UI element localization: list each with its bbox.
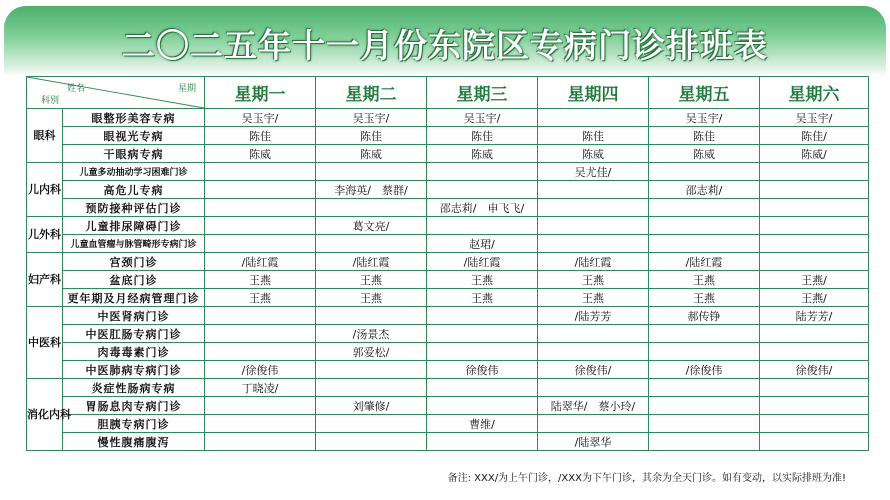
doctor-cell [760,433,869,451]
doctor-cell: 王燕 [205,271,316,289]
clinic-name-cell: 盆底门诊 [63,271,205,289]
day-header: 星期一 [205,77,316,109]
doctor-cell [649,397,760,415]
clinic-name-cell: 炎症性肠病专病 [63,379,205,397]
doctor-cell: 邵志莉/ 申飞飞/ [427,199,538,217]
doctor-cell: 王燕/ [760,271,869,289]
day-header: 星期二 [316,77,427,109]
doctor-cell [538,181,649,199]
doctor-cell [538,217,649,235]
clinic-name-cell: 中医肺病专病门诊 [63,361,205,379]
corner-cell [27,77,205,109]
doctor-cell [760,181,869,199]
doctor-cell [316,235,427,253]
doctor-cell [427,217,538,235]
clinic-name-cell: 中医肾病门诊 [63,307,205,325]
table-row [27,235,869,253]
doctor-cell [205,433,316,451]
clinic-name-cell: 胃肠息肉专病门诊 [63,397,205,415]
clinic-name-cell: 肉毒毒素门诊 [63,343,205,361]
doctor-cell [316,199,427,217]
schedule-body [27,109,869,451]
doctor-cell [316,361,427,379]
doctor-cell: 王燕 [205,289,316,307]
doctor-cell [760,343,869,361]
doctor-cell: /汤景杰 [316,325,427,343]
doctor-cell: 邵志莉/ [649,181,760,199]
doctor-cell [427,325,538,343]
table-row [27,289,869,307]
doctor-cell [316,163,427,181]
day-header: 星期四 [538,77,649,109]
doctor-cell: 陈威 [427,145,538,163]
doctor-cell [538,109,649,127]
doctor-cell [205,415,316,433]
doctor-cell [538,343,649,361]
doctor-cell: 陈威 [649,145,760,163]
table-row [27,361,869,379]
table-row [27,343,869,361]
table-row [27,145,869,163]
clinic-name-cell: 儿童血管瘤与脉管畸形专病门诊 [63,235,205,253]
doctor-cell: 王燕 [427,289,538,307]
doctor-cell [649,325,760,343]
doctor-cell: 吴玉宇/ [205,109,316,127]
doctor-cell: /徐俊伟 [649,361,760,379]
schedule-board [4,6,886,494]
doctor-cell [538,199,649,217]
schedule-table [26,76,869,451]
doctor-cell: 吴玉宇/ [760,109,869,127]
doctor-cell: /徐俊伟 [205,361,316,379]
doctor-cell [205,181,316,199]
doctor-cell: 王燕 [316,271,427,289]
doctor-cell: 陆芳芳/ [760,307,869,325]
doctor-cell [538,325,649,343]
doctor-cell: /陆翠华 [538,433,649,451]
doctor-cell: 刘肇修/ [316,397,427,415]
doctor-cell [205,235,316,253]
doctor-cell: /陆芳芳 [538,307,649,325]
table-row [27,127,869,145]
doctor-cell: 吴尤佳/ [538,163,649,181]
doctor-cell [760,235,869,253]
department-cell: 儿外科 [27,217,63,253]
department-cell: 妇产科 [27,253,63,307]
doctor-cell: 陈佳 [205,127,316,145]
day-header: 星期三 [427,77,538,109]
clinic-name-cell: 眼视光专病 [63,127,205,145]
doctor-cell [538,379,649,397]
table-row [27,415,869,433]
table-row [27,397,869,415]
corner-week-label: 星期 [177,84,196,94]
doctor-cell [649,217,760,235]
doctor-cell [205,199,316,217]
doctor-cell [427,181,538,199]
department-cell: 中医科 [27,307,63,379]
doctor-cell [205,343,316,361]
doctor-cell: 王燕 [538,289,649,307]
doctor-cell [760,217,869,235]
corner-dept-label: 科别 [41,96,60,106]
doctor-cell [649,379,760,397]
doctor-cell [427,307,538,325]
doctor-cell [760,379,869,397]
doctor-cell: /陆红霞 [538,253,649,271]
doctor-cell: 李海英/ 蔡群/ [316,181,427,199]
doctor-cell: 陈佳 [538,127,649,145]
corner-name-label: 姓名 [67,84,86,94]
doctor-cell: 吴玉宇/ [316,109,427,127]
doctor-cell [316,433,427,451]
clinic-name-cell: 宫颈门诊 [63,253,205,271]
clinic-name-cell: 慢性腹痛腹泻 [63,433,205,451]
clinic-name-cell: 干眼病专病 [63,145,205,163]
doctor-cell: 王燕 [427,271,538,289]
doctor-cell: 王燕 [538,271,649,289]
doctor-cell [205,217,316,235]
day-header: 星期五 [649,77,760,109]
doctor-cell [538,235,649,253]
doctor-cell: 郭爱松/ [316,343,427,361]
doctor-cell: 吴玉宇/ [649,109,760,127]
doctor-cell [760,415,869,433]
department-cell: 眼科 [27,109,63,163]
doctor-cell: 陈佳 [427,127,538,145]
doctor-cell [427,397,538,415]
page-title: 二〇二五年十一月份东院区专病门诊排班表 [122,26,768,65]
table-row [27,271,869,289]
table-row [27,379,869,397]
doctor-cell: /陆红霞 [205,253,316,271]
table-row [27,253,869,271]
doctor-cell [538,415,649,433]
table-row [27,325,869,343]
doctor-cell [649,235,760,253]
doctor-cell: 陆翠华/ 蔡小玲/ [538,397,649,415]
doctor-cell: 陈佳 [649,127,760,145]
table-row [27,199,869,217]
doctor-cell [427,433,538,451]
doctor-cell [649,433,760,451]
doctor-cell [760,199,869,217]
doctor-cell [760,325,869,343]
doctor-cell [760,397,869,415]
doctor-cell [316,379,427,397]
doctor-cell [205,325,316,343]
doctor-cell: 王燕 [649,271,760,289]
table-row [27,163,869,181]
doctor-cell: 郝传铮 [649,307,760,325]
header-row [27,77,869,109]
doctor-cell: 陈佳/ [760,127,869,145]
table-row [27,307,869,325]
clinic-name-cell: 更年期及月经病管理门诊 [63,289,205,307]
doctor-cell: 王燕/ [760,289,869,307]
doctor-cell: 王燕 [316,289,427,307]
doctor-cell [205,397,316,415]
table-row [27,433,869,451]
doctor-cell: 陈威 [205,145,316,163]
doctor-cell [760,163,869,181]
table-row [27,217,869,235]
clinic-name-cell: 儿童排尿障碍门诊 [63,217,205,235]
footnote: 备注: XXX/为上午门诊，/XXX为下午门诊，其余为全天门诊。如有变动，以实际排班为准! [447,473,846,484]
doctor-cell [649,163,760,181]
clinic-name-cell: 预防接种评估门诊 [63,199,205,217]
clinic-name-cell: 儿童多动抽动学习困难门诊 [63,163,205,181]
table-row [27,181,869,199]
doctor-cell: 徐俊伟/ [760,361,869,379]
table-row [27,109,869,127]
doctor-cell: 陈威/ [760,145,869,163]
clinic-name-cell: 中医肛肠专病门诊 [63,325,205,343]
doctor-cell: 徐俊伟 [427,361,538,379]
doctor-cell [205,163,316,181]
doctor-cell: /陆红霞 [649,253,760,271]
doctor-cell: 赵珺/ [427,235,538,253]
doctor-cell [649,199,760,217]
doctor-cell [649,415,760,433]
doctor-cell: 曹维/ [427,415,538,433]
doctor-cell: 丁晓凌/ [205,379,316,397]
doctor-cell: 王燕 [649,289,760,307]
doctor-cell: /陆红霞 [316,253,427,271]
doctor-cell [427,163,538,181]
doctor-cell [316,307,427,325]
doctor-cell: 吴玉宇/ [427,109,538,127]
doctor-cell: 徐俊伟/ [538,361,649,379]
doctor-cell [427,379,538,397]
doctor-cell: 陈威 [316,145,427,163]
doctor-cell [649,343,760,361]
department-cell: 儿内科 [27,163,63,217]
doctor-cell: 陈威 [538,145,649,163]
day-header: 星期六 [760,77,869,109]
doctor-cell [427,343,538,361]
doctor-cell [760,253,869,271]
clinic-name-cell: 高危儿专病 [63,181,205,199]
doctor-cell: 葛文亮/ [316,217,427,235]
doctor-cell: 陈佳 [316,127,427,145]
department-cell: 消化内科 [27,379,63,451]
doctor-cell [205,307,316,325]
clinic-name-cell: 胆胰专病门诊 [63,415,205,433]
clinic-name-cell: 眼整形美容专病 [63,109,205,127]
doctor-cell: /陆红霞 [427,253,538,271]
doctor-cell [316,415,427,433]
